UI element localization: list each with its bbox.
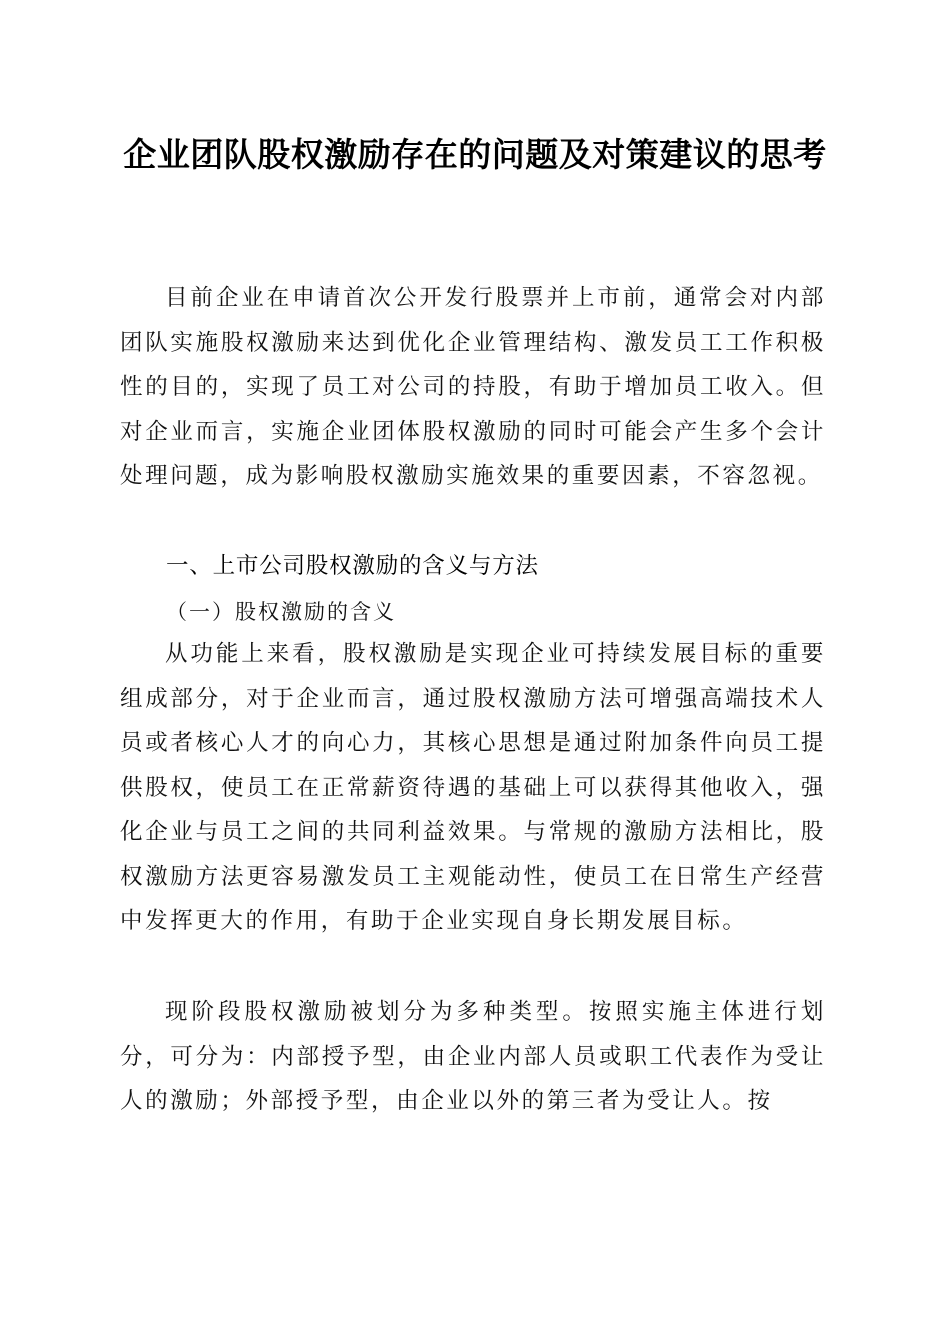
section-heading: 一、上市公司股权激励的含义与方法 <box>166 553 539 579</box>
subsection-heading: （一）股权激励的含义 <box>166 600 396 624</box>
document-title: 企业团队股权激励存在的问题及对策建议的思考 <box>123 135 827 174</box>
body-paragraph: 从功能上来看，股权激励是实现企业可持续发展目标的重要组成部分，对于企业而言，通过股权激励方法可增强高端技术人员或者核心人才的向心力，其核心思想是通过附加条件向员工提供股权，使员工在正常薪资待遇的基础上可以获得其他收入，强化企业与员工之间的共同利益效果。与常规的激励方法相比，股权激励方法更容易激发员工主观能动性，使员工在日常生产经营中发挥更大的作用，有助于企业实现自身长期发展目标。 <box>120 641 826 934</box>
intro-paragraph: 目前企业在申请首次公开发行股票并上市前，通常会对内部团队实施股权激励来达到优化企业管理结构、激发员工工作积极性的目的，实现了员工对公司的持股，有助于增加员工收入。但对企业而言，实施企业团体股权激励的同时可能会产生多个会计处理问题，成为影响股权激励实施效果的重要因素，不容忽视。 <box>120 285 826 489</box>
body-paragraph: 现阶段股权激励被划分为多种类型。按照实施主体进行划分，可分为：内部授予型，由企业内部人员或职工代表作为受让人的激励；外部授予型，由企业以外的第三者为受让人。按 <box>120 999 826 1114</box>
